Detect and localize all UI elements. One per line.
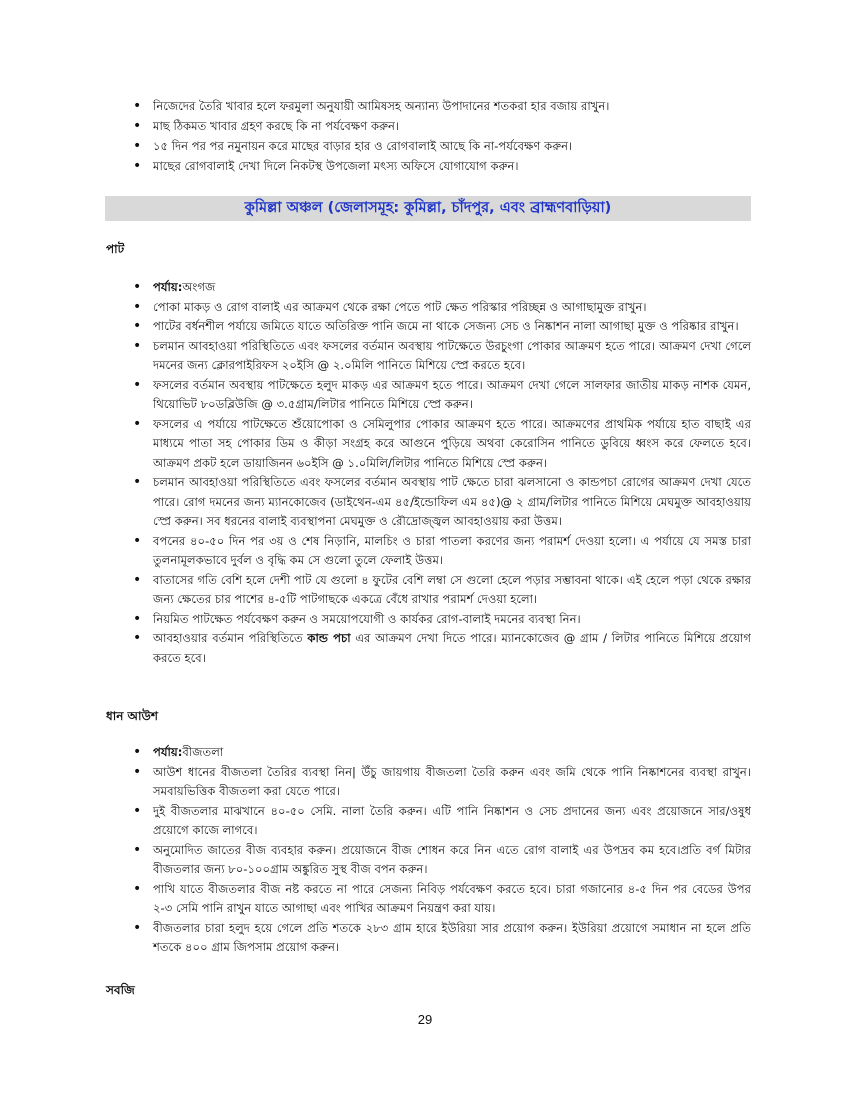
list-item: • নিজেদের তৈরি খাবার হলে ফরমুলা অনুযায়ী আমিষসহ অন্যান্য উপাদানের শতকরা হার বজায় রাখুন।: [131, 97, 771, 117]
item-text-pre: আবহাওয়ার বর্তমান পরিস্থিতিতে: [153, 631, 308, 645]
section-heading-rice: ধান আউশ: [106, 709, 158, 723]
jute-advice-list: [131, 278, 751, 668]
list-item: • পাখি যাতে বীজতলার বীজ নষ্ট করতে না পারে সেজন্য নিবিড় পর্যবেক্ষণ করতে হবে। চারা গজানোর ৪-৫ দিন পর বেডের উপর ২-৩ সেমি পানি রাখুন যাতে আগাছা এবং পাখির আক্রমণ নিয়ন্ত্রণ করা যায়।: [131, 880, 751, 919]
list-item: • চলমান আবহাওয়া পরিস্থিতিতে এবং ফসলের বর্তমান অবস্থায় পাটক্ষেতে উরচুংগা পোকার আক্রমণ হতে পারে। আক্রমণ দেখা গেলে দমনের জন্য ক্লোরপাইরিফস ২০ইসি @ ২.০মিলি পানিতে মিশিয়ে স্প্রে করতে হবে।: [131, 337, 751, 376]
stage-label: পর্যায়:: [153, 745, 183, 759]
stage-value: বীজতলা: [182, 745, 224, 759]
section-heading-vegetable: সবজি: [106, 983, 135, 997]
stage-label: পর্যায়:: [153, 280, 183, 294]
page-number: 29: [417, 1012, 433, 1027]
rice-advice-list: [131, 743, 751, 958]
stage-value: অংগজ: [182, 280, 216, 294]
list-item: • নিয়মিত পাটক্ষেত পর্যবেক্ষণ করুন ও সময়োপযোগী ও কার্যকর রোগ-বালাই দমনের ব্যবস্থা নিন।: [131, 610, 751, 630]
item-text-bold: কান্ড পচা: [307, 631, 351, 645]
list-item: • মাছ ঠিকমত খাবার গ্রহণ করছে কি না পর্যবেক্ষণ করুন।: [131, 117, 771, 137]
list-item: • আউশ ধানের বীজতলা তৈরির ব্যবস্থা নিন| উঁচু জায়গায় বীজতলা তৈরি করুন এবং জমি থেকে পানি নিষ্কাশনের ব্যবস্থা রাখুন। সমবায়ভিত্তিক বীজতলা করা যেতে পারে।: [131, 763, 751, 802]
list-item: • ফসলের এ পর্যায়ে পাটক্ষেতে শুঁয়োপোকা ও সেমিলুপার পোকার আক্রমণ হতে পারে। আক্রমণের প্রাথমিক পর্যায়ে হাত বাছাই এর মাধ্যমে পাতা সহ পোকার ডিম ও কীড়া সংগ্রহ করে আগুনে পুড়িয়ে অথবা কেরোসিন পানিতে ডুবিয়ে ধ্বংস করে ফেলতে হবে। আক্রমণ প্রকট হলে ডায়াজিনন ৬০ইসি @ ১.০মিলি/লিটার পানিতে মিশিয়ে স্প্রে করুন।: [131, 415, 751, 474]
list-item: • বপনের ৪০-৫০ দিন পর ৩য় ও শেষ নিড়ানি, মালচিং ও চারা পাতলা করণের জন্য পরামর্শ দেওয়া হলো। এ পর্যায়ে যে সমস্ত চারা তুলনামূলকভাবে দুর্বল ও বৃদ্ধি কম সে গুলো তুলে ফেলাই উত্তম।: [131, 532, 751, 571]
list-item-stage: [131, 743, 751, 763]
list-item: • দুই বীজতলার মাঝখানে ৪০-৫০ সেমি. নালা তৈরি করুন। এটি পানি নিষ্কাশন ও সেচ প্রদানের জন্য এবং প্রয়োজনে সার/ওষুধ প্রয়োগে কাজে লাগবে।: [131, 802, 751, 841]
section-heading-jute: পাট: [106, 242, 125, 256]
item-text-post: এর আক্রমণ দেখা দিতে পারে। ম্যানকোজেব @ গ্রাম / লিটার পানিতে মিশিয়ে প্রয়োগ করতে হবে।: [153, 631, 752, 665]
region-banner-title: কুমিল্লা অঞ্চল (জেলাসমূহ: কুমিল্লা, চাঁদপুর, এবং ব্রাহ্মণবাড়িয়া): [244, 199, 612, 216]
list-item: • বীজতলার চারা হলুদ হয়ে গেলে প্রতি শতকে ২৮৩ গ্রাম হারে ইউরিয়া সার প্রয়োগ করুন। ইউরিয়া প্রয়োগে সমাধান না হলে প্রতি শতকে ৪০০ গ্রাম জিপসাম প্রয়োগ করুন।: [131, 919, 751, 958]
list-item: • মাছের রোগবালাই দেখা দিলে নিকটস্থ উপজেলা মৎস্য অফিসে যোগাযোগ করুন।: [131, 157, 771, 177]
region-banner: [105, 196, 751, 221]
list-item: • পাটের বর্ধনশীল পর্যায়ে জমিতে যাতে অতিরিক্ত পানি জমে না থাকে সেজন্য সেচ ও নিষ্কাশন নালা আগাছা মুক্ত ও পরিষ্কার রাখুন।: [131, 317, 751, 337]
list-item: • অনুমোদিত জাতের বীজ ব্যবহার করুন। প্রয়োজনে বীজ শোধন করে নিন এতে রোগ বালাই এর উপদ্রব কম হবে।প্রতি বর্গ মিটার বীজতলার জন্য ৮০-১০০গ্রাম অঙ্কুরিত সুস্থ বীজ বপন করুন।: [131, 841, 751, 880]
list-item: [131, 629, 751, 668]
list-item: • চলমান আবহাওয়া পরিস্থিতিতে এবং ফসলের বর্তমান অবস্থায় পাট ক্ষেতে চারা ঝলসানো ও কান্ডপচা রোগের আক্রমণ দেখা যেতে পারে। রোগ দমনের জন্য ম্যানকোজেব (ডাইথেন-এম ৪৫/ইন্ডোফিল এম ৪৫)@ ২ গ্রাম/লিটার পানিতে মিশিয়ে মেঘমুক্ত আবহাওয়ায় স্প্রে করুন। সব ধরনের বালাই ব্যবস্থাপনা মেঘমুক্ত ও রৌদ্রোজ্জ্বল আবহাওয়ায় করা উত্তম।: [131, 473, 751, 532]
fish-advice-list: [131, 97, 771, 177]
list-item: • পোকা মাকড় ও রোগ বালাই এর আক্রমণ থেকে রক্ষা পেতে পাট ক্ষেত পরিস্কার পরিচ্ছন্ন ও আগাছামুক্ত রাখুন।: [131, 298, 751, 318]
list-item-stage: [131, 278, 751, 298]
list-item: • বাতাসের গতি বেশি হলে দেশী পাট যে গুলো ৪ ফুটের বেশি লম্বা সে গুলো হেলে পড়ার সম্ভাবনা থাকে। এই হেলে পড়া থেকে রক্ষার জন্য ক্ষেতের চার পাশের ৪-৫টি পাটগাছকে একত্রে বেঁধে রাখার পরামর্শ দেওয়া হলো।: [131, 571, 751, 610]
list-item: • ফসলের বর্তমান অবস্থায় পাটক্ষেতে হলুদ মাকড় এর আক্রমণ হতে পারে। আক্রমণ দেখা গেলে সালফার জাতীয় মাকড় নাশক যেমন, থিয়োভিট ৮০ডব্লিউজি @ ৩.৫গ্রাম/লিটার পানিতে মিশিয়ে স্প্রে করুন।: [131, 376, 751, 415]
list-item: • ১৫ দিন পর পর নমুনায়ন করে মাছের বাড়ার হার ও রোগবালাই আছে কি না-পর্যবেক্ষণ করুন।: [131, 137, 771, 157]
